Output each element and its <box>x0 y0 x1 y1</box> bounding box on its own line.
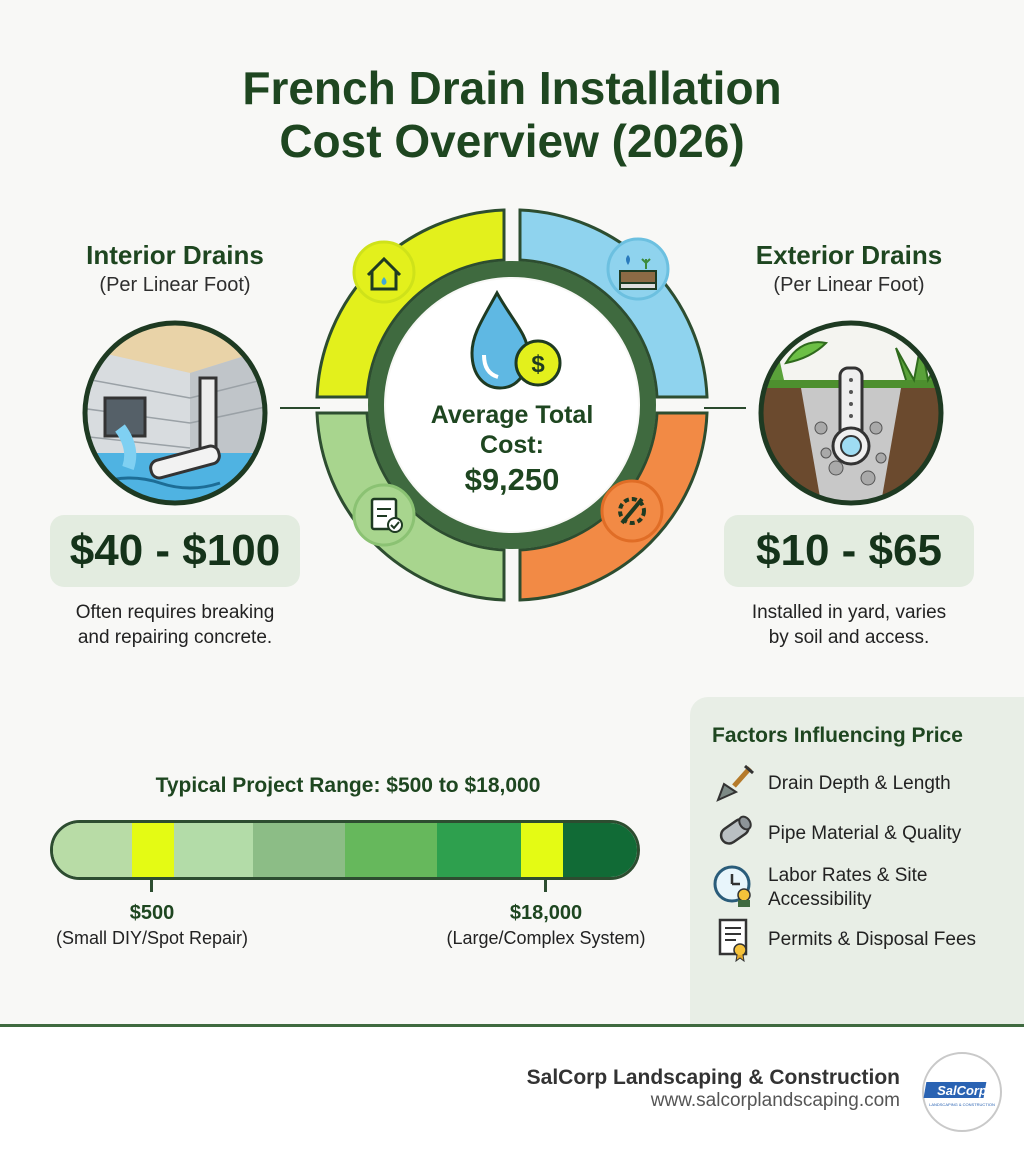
factor-item-4: Permits & Disposal Fees <box>768 929 977 950</box>
exterior-note-line-2: by soil and access. <box>768 627 930 648</box>
high-marker <box>544 880 547 892</box>
exterior-note <box>714 600 984 650</box>
factor-item-2: Pipe Material & Quality <box>768 823 962 844</box>
svg-text:$: $ <box>531 351 545 378</box>
clock-worker-icon <box>712 862 756 908</box>
factor-item-3-line-2: Accessibility <box>768 889 872 910</box>
range-bar-segment <box>174 823 253 877</box>
factor-item-1: Drain Depth & Length <box>768 773 951 794</box>
company-logo <box>920 1050 1004 1134</box>
range-bar-segment <box>345 823 437 877</box>
company-website[interactable]: www.salcorplandscaping.com <box>650 1090 900 1111</box>
range-bar-segment <box>132 823 174 877</box>
house-icon <box>354 242 414 302</box>
range-low-value: $500 <box>129 902 175 924</box>
page-title <box>0 62 1024 168</box>
exterior-heading: Exterior Drains <box>755 240 943 270</box>
average-cost-line-1: Average Total <box>430 401 594 429</box>
low-marker <box>150 880 153 892</box>
interior-note-line-2: and repairing concrete. <box>77 627 273 648</box>
exterior-note-line-1: Installed in yard, varies <box>751 602 947 623</box>
interior-basement-illustration <box>80 318 270 508</box>
range-bar-segment <box>437 823 521 877</box>
average-cost-amount: $9,250 <box>464 462 560 497</box>
logo-text: SalCorp <box>937 1083 987 1098</box>
range-low-note: (Small DIY/Spot Repair) <box>55 928 249 948</box>
interior-price: $40 - $100 <box>50 515 300 587</box>
range-high-value: $18,000 <box>509 902 583 924</box>
factors-title: Factors Influencing Price <box>712 724 963 747</box>
title-line-2: Cost Overview (2026) <box>279 115 745 167</box>
interior-unit: (Per Linear Foot) <box>99 274 251 296</box>
interior-note-line-1: Often requires breaking <box>75 602 275 623</box>
exterior-yard-drain-illustration <box>756 318 946 508</box>
logo-subtext: LANDSCAPING & CONSTRUCTION <box>929 1102 995 1107</box>
average-cost-line-2: Cost: <box>480 431 544 459</box>
factor-item-3-line-1: Labor Rates & Site <box>768 865 928 886</box>
interior-heading: Interior Drains <box>86 240 264 270</box>
exterior-unit: (Per Linear Foot) <box>773 274 925 296</box>
range-bar-segment <box>521 823 563 877</box>
range-title: Typical Project Range: $500 to $18,000 <box>155 774 541 797</box>
range-bar-segment <box>563 823 637 877</box>
soil-layers-icon <box>608 239 668 299</box>
range-bar-segment <box>53 823 132 877</box>
factor-item-3 <box>768 864 927 912</box>
title-line-1: French Drain Installation <box>242 62 782 114</box>
dollar-coin-icon <box>516 341 560 385</box>
range-high-note: (Large/Complex System) <box>446 928 646 948</box>
permit-document-icon <box>714 916 754 962</box>
average-cost-label <box>400 400 624 460</box>
interior-note <box>40 600 310 650</box>
pipe-icon <box>712 810 756 854</box>
range-bar-segment <box>253 823 345 877</box>
company-name: SalCorp Landscaping & Construction <box>526 1066 900 1089</box>
range-bar <box>50 820 640 880</box>
exterior-price: $10 - $65 <box>724 515 974 587</box>
shovel-icon <box>712 762 756 806</box>
